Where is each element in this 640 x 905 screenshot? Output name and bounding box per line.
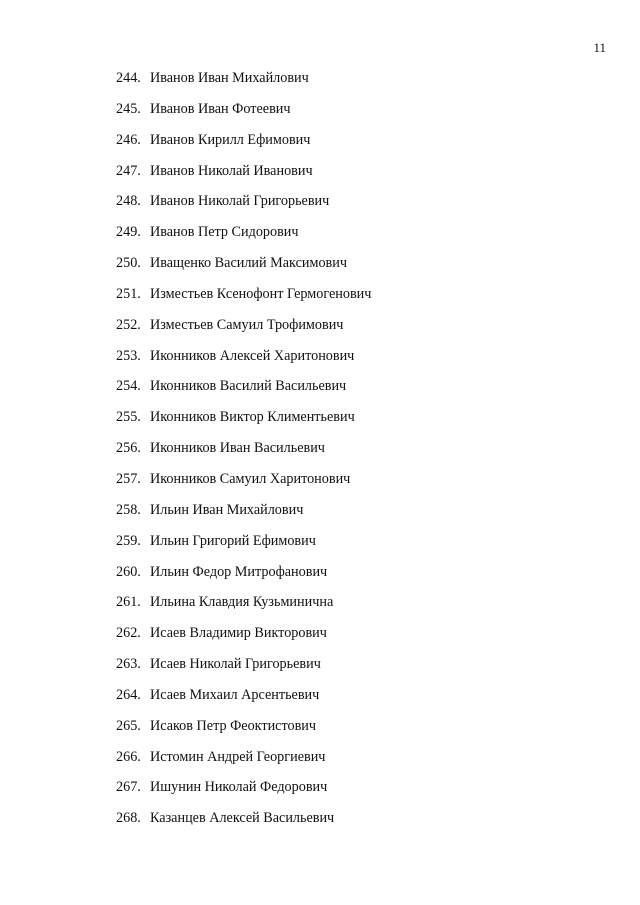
list-item bbox=[116, 625, 371, 656]
list-item-number: 268. bbox=[116, 810, 141, 827]
list-item-number: 252. bbox=[116, 316, 141, 333]
list-item-number: 248. bbox=[116, 193, 141, 210]
list-item-number: 263. bbox=[116, 656, 141, 673]
list-item bbox=[116, 378, 371, 409]
list-item bbox=[116, 779, 371, 810]
list-item bbox=[116, 749, 371, 780]
list-item bbox=[116, 409, 371, 440]
list-item-name: Иванов Петр Сидорович bbox=[150, 224, 299, 241]
list-item-number: 260. bbox=[116, 563, 141, 580]
list-item-number: 251. bbox=[116, 285, 141, 302]
list-item-number: 250. bbox=[116, 255, 141, 272]
list-item-number: 247. bbox=[116, 162, 141, 179]
list-item-number: 255. bbox=[116, 409, 141, 426]
name-list bbox=[116, 70, 371, 841]
list-item-number: 258. bbox=[116, 501, 141, 518]
list-item-name: Ильина Клавдия Кузьминична bbox=[150, 594, 334, 611]
list-item bbox=[116, 132, 371, 163]
list-item bbox=[116, 224, 371, 255]
list-item-name: Иконников Василий Васильевич bbox=[150, 378, 347, 395]
list-item bbox=[116, 101, 371, 132]
list-item bbox=[116, 440, 371, 471]
list-item-number: 257. bbox=[116, 470, 141, 487]
list-item bbox=[116, 317, 371, 348]
list-item bbox=[116, 810, 371, 841]
list-item bbox=[116, 718, 371, 749]
list-item-number: 256. bbox=[116, 440, 141, 457]
list-item bbox=[116, 533, 371, 564]
list-item-name: Ильин Иван Михайлович bbox=[150, 501, 304, 518]
list-item bbox=[116, 163, 371, 194]
list-item-name: Иконников Самуил Харитонович bbox=[150, 470, 351, 487]
list-item bbox=[116, 594, 371, 625]
list-item-name: Иванов Иван Михайлович bbox=[150, 70, 309, 86]
list-item-name: Иванов Кирилл Ефимович bbox=[150, 131, 311, 148]
list-item-name: Иванов Николай Иванович bbox=[150, 162, 313, 179]
list-item-name: Иванов Николай Григорьевич bbox=[150, 193, 330, 210]
list-item-name: Изместьев Самуил Трофимович bbox=[150, 316, 344, 333]
list-item-number: 266. bbox=[116, 748, 141, 765]
list-item bbox=[116, 348, 371, 379]
list-item-number: 254. bbox=[116, 378, 141, 395]
list-item-name: Казанцев Алексей Васильевич bbox=[150, 810, 335, 827]
list-item bbox=[116, 564, 371, 595]
list-item-number: 249. bbox=[116, 224, 141, 241]
list-item bbox=[116, 471, 371, 502]
list-item-name: Иващенко Василий Максимович bbox=[150, 255, 347, 272]
list-item-name: Иванов Иван Фотеевич bbox=[150, 100, 291, 117]
list-item-number: 262. bbox=[116, 625, 141, 642]
list-item-number: 267. bbox=[116, 779, 141, 796]
list-item bbox=[116, 193, 371, 224]
list-item bbox=[116, 502, 371, 533]
list-item-number: 264. bbox=[116, 686, 141, 703]
list-item bbox=[116, 70, 371, 101]
list-item-number: 259. bbox=[116, 532, 141, 549]
list-item-name: Исаев Николай Григорьевич bbox=[150, 656, 321, 673]
list-item-name: Ишунин Николай Федорович bbox=[150, 779, 328, 796]
list-item bbox=[116, 687, 371, 718]
list-item bbox=[116, 656, 371, 687]
list-item-name: Изместьев Ксенофонт Гермогенович bbox=[150, 285, 372, 302]
list-item-name: Исаев Владимир Викторович bbox=[150, 625, 327, 642]
list-item-name: Исаков Петр Феоктистович bbox=[150, 717, 317, 734]
list-item-number: 244. bbox=[116, 70, 141, 86]
list-item-name: Исаев Михаил Арсентьевич bbox=[150, 686, 320, 703]
list-item-number: 265. bbox=[116, 717, 141, 734]
list-item bbox=[116, 286, 371, 317]
list-item-name: Ильин Григорий Ефимович bbox=[150, 532, 316, 549]
list-item-name: Иконников Иван Васильевич bbox=[150, 440, 325, 457]
page-number: 11 bbox=[593, 40, 606, 55]
list-item-name: Истомин Андрей Георгиевич bbox=[150, 748, 326, 765]
list-item-name: Иконников Виктор Климентьевич bbox=[150, 409, 355, 426]
list-item bbox=[116, 255, 371, 286]
list-item-number: 253. bbox=[116, 347, 141, 364]
list-item-number: 245. bbox=[116, 100, 141, 117]
list-item-number: 261. bbox=[116, 594, 141, 611]
list-item-number: 246. bbox=[116, 131, 141, 148]
list-item-name: Ильин Федор Митрофанович bbox=[150, 563, 328, 580]
list-item-name: Иконников Алексей Харитонович bbox=[150, 347, 355, 364]
